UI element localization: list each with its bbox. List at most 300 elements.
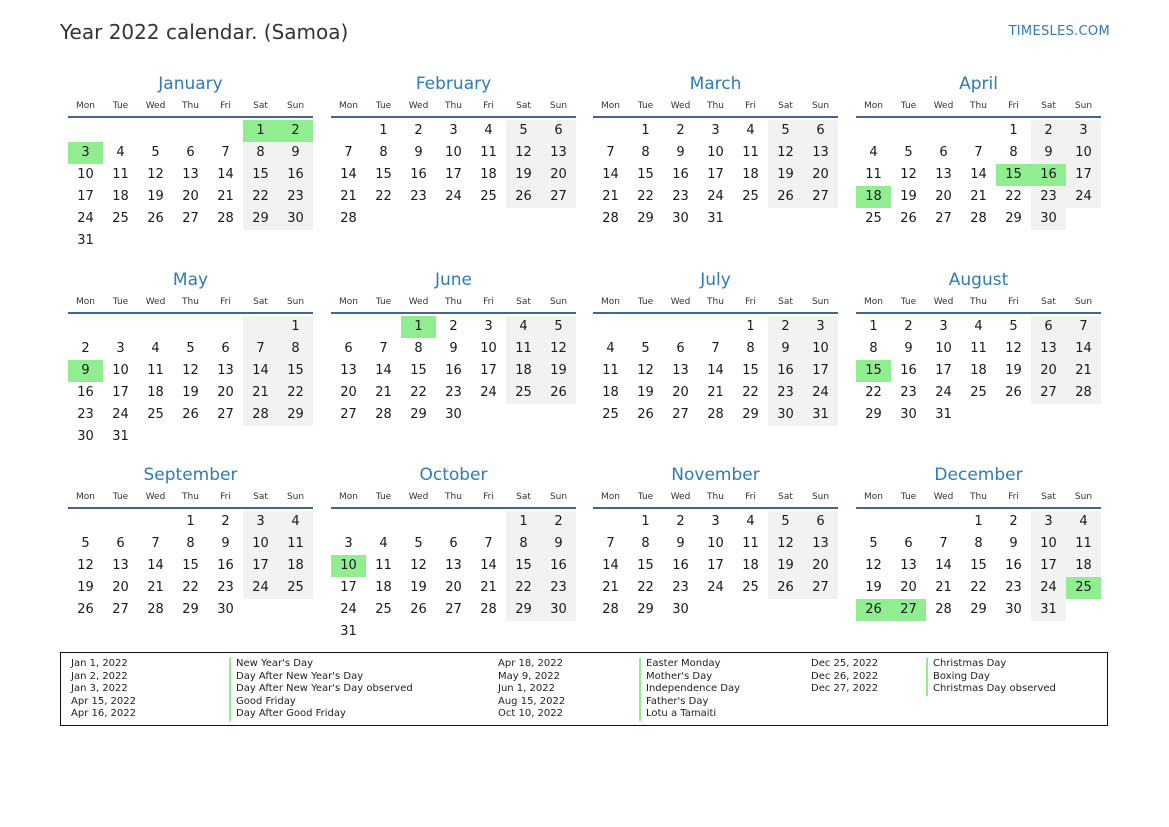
day-cell[interactable]: 20 — [340, 385, 357, 400]
day-cell[interactable]: 22 — [637, 189, 654, 204]
holiday-day-cell[interactable]: 26 — [856, 599, 891, 621]
day-cell[interactable]: 30 — [77, 429, 94, 444]
day-cell[interactable]: 27 — [445, 602, 462, 617]
day-cell[interactable]: 8 — [414, 341, 423, 356]
day-cell[interactable]: 28 — [340, 211, 357, 226]
day-cell[interactable]: 1 — [974, 514, 983, 529]
day-cell[interactable]: 2 — [904, 319, 913, 334]
day-cell[interactable]: 30 — [217, 602, 234, 617]
day-cell[interactable]: 9 — [541, 533, 576, 555]
day-cell[interactable]: 9 — [1009, 536, 1018, 551]
day-cell[interactable]: 3 — [711, 123, 720, 138]
day-cell[interactable]: 9 — [676, 536, 685, 551]
day-cell[interactable]: 12 — [506, 142, 541, 164]
day-cell[interactable]: 21 — [970, 189, 987, 204]
day-cell[interactable]: 10 — [112, 363, 129, 378]
day-cell[interactable]: 23 — [541, 577, 576, 599]
day-cell[interactable]: 16 — [900, 363, 917, 378]
day-cell[interactable]: 6 — [116, 536, 125, 551]
day-cell[interactable]: 31 — [112, 429, 129, 444]
day-cell[interactable]: 27 — [217, 407, 234, 422]
day-cell[interactable]: 17 — [707, 558, 724, 573]
day-cell[interactable]: 24 — [1031, 577, 1066, 599]
day-cell[interactable]: 30 — [1031, 208, 1066, 230]
day-cell[interactable]: 20 — [803, 555, 838, 577]
day-cell[interactable]: 3 — [344, 536, 353, 551]
day-cell[interactable]: 1 — [641, 514, 650, 529]
day-cell[interactable]: 16 — [278, 164, 313, 186]
day-cell[interactable]: 10 — [803, 338, 838, 360]
day-cell[interactable]: 22 — [742, 385, 759, 400]
day-cell[interactable]: 5 — [869, 536, 878, 551]
day-cell[interactable]: 24 — [112, 407, 129, 422]
day-cell[interactable]: 17 — [1066, 164, 1101, 186]
day-cell[interactable]: 4 — [746, 123, 755, 138]
day-cell[interactable]: 18 — [742, 558, 759, 573]
day-cell[interactable]: 13 — [217, 363, 234, 378]
day-cell[interactable]: 3 — [484, 319, 493, 334]
day-cell[interactable]: 14 — [935, 558, 952, 573]
day-cell[interactable]: 27 — [803, 186, 838, 208]
day-cell[interactable]: 28 — [602, 602, 619, 617]
day-cell[interactable]: 1 — [506, 511, 541, 533]
day-cell[interactable]: 7 — [151, 536, 160, 551]
day-cell[interactable]: 5 — [904, 145, 913, 160]
day-cell[interactable]: 6 — [1031, 316, 1066, 338]
day-cell[interactable]: 11 — [865, 167, 882, 182]
day-cell[interactable]: 21 — [1066, 360, 1101, 382]
day-cell[interactable]: 6 — [803, 511, 838, 533]
day-cell[interactable]: 14 — [375, 363, 392, 378]
day-cell[interactable]: 9 — [676, 145, 685, 160]
day-cell[interactable]: 8 — [974, 536, 983, 551]
day-cell[interactable]: 4 — [116, 145, 125, 160]
day-cell[interactable]: 15 — [506, 555, 541, 577]
day-cell[interactable]: 9 — [1031, 142, 1066, 164]
day-cell[interactable]: 5 — [506, 120, 541, 142]
day-cell[interactable]: 11 — [970, 341, 987, 356]
day-cell[interactable]: 16 — [768, 360, 803, 382]
day-cell[interactable]: 30 — [768, 404, 803, 426]
day-cell[interactable]: 13 — [935, 167, 952, 182]
day-cell[interactable]: 27 — [112, 602, 129, 617]
day-cell[interactable]: 5 — [186, 341, 195, 356]
day-cell[interactable]: 26 — [410, 602, 427, 617]
day-cell[interactable]: 29 — [970, 602, 987, 617]
day-cell[interactable]: 25 — [375, 602, 392, 617]
day-cell[interactable]: 23 — [672, 580, 689, 595]
day-cell[interactable]: 23 — [900, 385, 917, 400]
day-cell[interactable]: 31 — [803, 404, 838, 426]
day-cell[interactable]: 16 — [217, 558, 234, 573]
day-cell[interactable]: 29 — [1005, 211, 1022, 226]
day-cell[interactable]: 20 — [112, 580, 129, 595]
day-cell[interactable]: 28 — [602, 211, 619, 226]
day-cell[interactable]: 17 — [803, 360, 838, 382]
day-cell[interactable]: 25 — [147, 407, 164, 422]
day-cell[interactable]: 13 — [541, 142, 576, 164]
day-cell[interactable]: 2 — [449, 319, 458, 334]
day-cell[interactable]: 3 — [243, 511, 278, 533]
day-cell[interactable]: 13 — [803, 142, 838, 164]
day-cell[interactable]: 30 — [445, 407, 462, 422]
day-cell[interactable]: 29 — [637, 602, 654, 617]
day-cell[interactable]: 24 — [935, 385, 952, 400]
day-cell[interactable]: 21 — [217, 189, 234, 204]
day-cell[interactable]: 28 — [217, 211, 234, 226]
day-cell[interactable]: 15 — [970, 558, 987, 573]
day-cell[interactable]: 31 — [77, 233, 94, 248]
day-cell[interactable]: 21 — [147, 580, 164, 595]
day-cell[interactable]: 14 — [707, 363, 724, 378]
day-cell[interactable]: 19 — [410, 580, 427, 595]
day-cell[interactable]: 7 — [606, 145, 615, 160]
day-cell[interactable]: 15 — [742, 363, 759, 378]
day-cell[interactable]: 29 — [410, 407, 427, 422]
day-cell[interactable]: 6 — [803, 120, 838, 142]
day-cell[interactable]: 15 — [182, 558, 199, 573]
day-cell[interactable]: 11 — [602, 363, 619, 378]
day-cell[interactable]: 4 — [506, 316, 541, 338]
day-cell[interactable]: 20 — [217, 385, 234, 400]
day-cell[interactable]: 4 — [379, 536, 388, 551]
day-cell[interactable]: 10 — [935, 341, 952, 356]
day-cell[interactable]: 6 — [939, 145, 948, 160]
day-cell[interactable]: 22 — [410, 385, 427, 400]
day-cell[interactable]: 22 — [278, 382, 313, 404]
holiday-day-cell[interactable]: 18 — [856, 186, 891, 208]
day-cell[interactable]: 17 — [1031, 555, 1066, 577]
day-cell[interactable]: 13 — [1031, 338, 1066, 360]
day-cell[interactable]: 23 — [278, 186, 313, 208]
day-cell[interactable]: 10 — [243, 533, 278, 555]
day-cell[interactable]: 26 — [77, 602, 94, 617]
day-cell[interactable]: 19 — [900, 189, 917, 204]
day-cell[interactable]: 18 — [480, 167, 497, 182]
day-cell[interactable]: 11 — [375, 558, 392, 573]
day-cell[interactable]: 3 — [1031, 511, 1066, 533]
day-cell[interactable]: 26 — [506, 186, 541, 208]
day-cell[interactable]: 15 — [410, 363, 427, 378]
day-cell[interactable]: 12 — [410, 558, 427, 573]
day-cell[interactable]: 2 — [676, 123, 685, 138]
day-cell[interactable]: 4 — [974, 319, 983, 334]
day-cell[interactable]: 19 — [506, 164, 541, 186]
day-cell[interactable]: 18 — [506, 360, 541, 382]
day-cell[interactable]: 26 — [768, 186, 803, 208]
day-cell[interactable]: 21 — [935, 580, 952, 595]
day-cell[interactable]: 18 — [375, 580, 392, 595]
day-cell[interactable]: 5 — [1009, 319, 1018, 334]
day-cell[interactable]: 29 — [243, 208, 278, 230]
day-cell[interactable]: 5 — [151, 145, 160, 160]
day-cell[interactable]: 10 — [77, 167, 94, 182]
day-cell[interactable]: 11 — [742, 145, 759, 160]
day-cell[interactable]: 11 — [1066, 533, 1101, 555]
day-cell[interactable]: 28 — [243, 404, 278, 426]
day-cell[interactable]: 26 — [637, 407, 654, 422]
day-cell[interactable]: 31 — [935, 407, 952, 422]
day-cell[interactable]: 19 — [637, 385, 654, 400]
day-cell[interactable]: 14 — [147, 558, 164, 573]
day-cell[interactable]: 12 — [541, 338, 576, 360]
day-cell[interactable]: 13 — [112, 558, 129, 573]
day-cell[interactable]: 19 — [147, 189, 164, 204]
day-cell[interactable]: 25 — [865, 211, 882, 226]
day-cell[interactable]: 3 — [939, 319, 948, 334]
day-cell[interactable]: 17 — [77, 189, 94, 204]
day-cell[interactable]: 20 — [935, 189, 952, 204]
day-cell[interactable]: 27 — [1031, 382, 1066, 404]
day-cell[interactable]: 19 — [865, 580, 882, 595]
day-cell[interactable]: 12 — [900, 167, 917, 182]
day-cell[interactable]: 8 — [379, 145, 388, 160]
day-cell[interactable]: 2 — [81, 341, 90, 356]
day-cell[interactable]: 18 — [112, 189, 129, 204]
day-cell[interactable]: 22 — [243, 186, 278, 208]
day-cell[interactable]: 12 — [768, 142, 803, 164]
day-cell[interactable]: 23 — [1005, 580, 1022, 595]
day-cell[interactable]: 8 — [243, 142, 278, 164]
day-cell[interactable]: 8 — [278, 338, 313, 360]
day-cell[interactable]: 8 — [641, 536, 650, 551]
day-cell[interactable]: 16 — [672, 558, 689, 573]
day-cell[interactable]: 17 — [112, 385, 129, 400]
day-cell[interactable]: 12 — [77, 558, 94, 573]
day-cell[interactable]: 27 — [340, 407, 357, 422]
holiday-day-cell[interactable]: 25 — [1066, 577, 1101, 599]
day-cell[interactable]: 13 — [900, 558, 917, 573]
day-cell[interactable]: 26 — [147, 211, 164, 226]
day-cell[interactable]: 29 — [865, 407, 882, 422]
day-cell[interactable]: 5 — [414, 536, 423, 551]
day-cell[interactable]: 10 — [1066, 142, 1101, 164]
day-cell[interactable]: 17 — [707, 167, 724, 182]
day-cell[interactable]: 10 — [707, 145, 724, 160]
day-cell[interactable]: 18 — [278, 555, 313, 577]
day-cell[interactable]: 11 — [147, 363, 164, 378]
day-cell[interactable]: 11 — [112, 167, 129, 182]
day-cell[interactable]: 29 — [278, 404, 313, 426]
day-cell[interactable]: 2 — [1009, 514, 1018, 529]
day-cell[interactable]: 7 — [1066, 316, 1101, 338]
day-cell[interactable]: 23 — [768, 382, 803, 404]
day-cell[interactable]: 6 — [676, 341, 685, 356]
day-cell[interactable]: 19 — [1005, 363, 1022, 378]
day-cell[interactable]: 24 — [480, 385, 497, 400]
day-cell[interactable]: 19 — [182, 385, 199, 400]
day-cell[interactable]: 10 — [1031, 533, 1066, 555]
day-cell[interactable]: 28 — [147, 602, 164, 617]
day-cell[interactable]: 9 — [449, 341, 458, 356]
day-cell[interactable]: 30 — [672, 602, 689, 617]
day-cell[interactable]: 22 — [182, 580, 199, 595]
day-cell[interactable]: 23 — [672, 189, 689, 204]
day-cell[interactable]: 21 — [602, 580, 619, 595]
day-cell[interactable]: 22 — [375, 189, 392, 204]
brand-link[interactable]: TIMESLES.COM — [1008, 24, 1110, 39]
day-cell[interactable]: 20 — [803, 164, 838, 186]
day-cell[interactable]: 8 — [186, 536, 195, 551]
day-cell[interactable]: 31 — [707, 211, 724, 226]
day-cell[interactable]: 1 — [379, 123, 388, 138]
day-cell[interactable]: 5 — [641, 341, 650, 356]
day-cell[interactable]: 12 — [865, 558, 882, 573]
day-cell[interactable]: 10 — [707, 536, 724, 551]
day-cell[interactable]: 31 — [340, 624, 357, 639]
day-cell[interactable]: 28 — [480, 602, 497, 617]
holiday-day-cell[interactable]: 16 — [1031, 164, 1066, 186]
day-cell[interactable]: 25 — [480, 189, 497, 204]
day-cell[interactable]: 20 — [1031, 360, 1066, 382]
day-cell[interactable]: 14 — [1066, 338, 1101, 360]
day-cell[interactable]: 17 — [340, 580, 357, 595]
day-cell[interactable]: 23 — [1031, 186, 1066, 208]
holiday-day-cell[interactable]: 10 — [331, 555, 366, 577]
day-cell[interactable]: 7 — [484, 536, 493, 551]
day-cell[interactable]: 26 — [1005, 385, 1022, 400]
day-cell[interactable]: 23 — [445, 385, 462, 400]
day-cell[interactable]: 13 — [182, 167, 199, 182]
holiday-day-cell[interactable]: 1 — [401, 316, 436, 338]
day-cell[interactable]: 24 — [1066, 186, 1101, 208]
holiday-day-cell[interactable]: 15 — [856, 360, 891, 382]
day-cell[interactable]: 3 — [1066, 120, 1101, 142]
day-cell[interactable]: 28 — [707, 407, 724, 422]
day-cell[interactable]: 18 — [147, 385, 164, 400]
day-cell[interactable]: 28 — [970, 211, 987, 226]
day-cell[interactable]: 3 — [449, 123, 458, 138]
day-cell[interactable]: 16 — [445, 363, 462, 378]
day-cell[interactable]: 2 — [414, 123, 423, 138]
day-cell[interactable]: 29 — [637, 211, 654, 226]
day-cell[interactable]: 25 — [278, 577, 313, 599]
day-cell[interactable]: 26 — [900, 211, 917, 226]
day-cell[interactable]: 12 — [768, 533, 803, 555]
day-cell[interactable]: 9 — [768, 338, 803, 360]
day-cell[interactable]: 11 — [480, 145, 497, 160]
day-cell[interactable]: 12 — [147, 167, 164, 182]
holiday-day-cell[interactable]: 15 — [996, 164, 1031, 186]
day-cell[interactable]: 14 — [970, 167, 987, 182]
day-cell[interactable]: 1 — [278, 316, 313, 338]
day-cell[interactable]: 10 — [445, 145, 462, 160]
day-cell[interactable]: 13 — [445, 558, 462, 573]
day-cell[interactable]: 30 — [1005, 602, 1022, 617]
day-cell[interactable]: 11 — [506, 338, 541, 360]
day-cell[interactable]: 25 — [742, 580, 759, 595]
day-cell[interactable]: 19 — [768, 555, 803, 577]
day-cell[interactable]: 7 — [606, 536, 615, 551]
day-cell[interactable]: 12 — [637, 363, 654, 378]
day-cell[interactable]: 18 — [970, 363, 987, 378]
day-cell[interactable]: 2 — [676, 514, 685, 529]
day-cell[interactable]: 21 — [375, 385, 392, 400]
day-cell[interactable]: 30 — [541, 599, 576, 621]
day-cell[interactable]: 25 — [970, 385, 987, 400]
holiday-day-cell[interactable]: 3 — [68, 142, 103, 164]
day-cell[interactable]: 30 — [900, 407, 917, 422]
day-cell[interactable]: 4 — [606, 341, 615, 356]
day-cell[interactable]: 8 — [506, 533, 541, 555]
day-cell[interactable]: 18 — [742, 167, 759, 182]
day-cell[interactable]: 8 — [641, 145, 650, 160]
day-cell[interactable]: 2 — [1031, 120, 1066, 142]
day-cell[interactable]: 21 — [243, 382, 278, 404]
day-cell[interactable]: 28 — [1066, 382, 1101, 404]
day-cell[interactable]: 20 — [541, 164, 576, 186]
day-cell[interactable]: 27 — [541, 186, 576, 208]
day-cell[interactable]: 4 — [869, 145, 878, 160]
day-cell[interactable]: 17 — [243, 555, 278, 577]
day-cell[interactable]: 25 — [506, 382, 541, 404]
day-cell[interactable]: 3 — [116, 341, 125, 356]
day-cell[interactable]: 22 — [865, 385, 882, 400]
day-cell[interactable]: 7 — [974, 145, 983, 160]
day-cell[interactable]: 24 — [803, 382, 838, 404]
day-cell[interactable]: 7 — [711, 341, 720, 356]
day-cell[interactable]: 15 — [637, 167, 654, 182]
day-cell[interactable]: 4 — [746, 514, 755, 529]
day-cell[interactable]: 27 — [935, 211, 952, 226]
day-cell[interactable]: 9 — [414, 145, 423, 160]
day-cell[interactable]: 29 — [742, 407, 759, 422]
day-cell[interactable]: 26 — [768, 577, 803, 599]
day-cell[interactable]: 15 — [278, 360, 313, 382]
day-cell[interactable]: 22 — [1005, 189, 1022, 204]
day-cell[interactable]: 24 — [445, 189, 462, 204]
day-cell[interactable]: 30 — [278, 208, 313, 230]
holiday-day-cell[interactable]: 1 — [243, 120, 278, 142]
day-cell[interactable]: 1 — [869, 319, 878, 334]
day-cell[interactable]: 9 — [278, 142, 313, 164]
day-cell[interactable]: 24 — [340, 602, 357, 617]
day-cell[interactable]: 5 — [768, 120, 803, 142]
day-cell[interactable]: 7 — [243, 338, 278, 360]
day-cell[interactable]: 2 — [768, 316, 803, 338]
holiday-day-cell[interactable]: 9 — [68, 360, 103, 382]
day-cell[interactable]: 28 — [935, 602, 952, 617]
holiday-day-cell[interactable]: 27 — [891, 599, 926, 621]
day-cell[interactable]: 19 — [77, 580, 94, 595]
day-cell[interactable]: 20 — [672, 385, 689, 400]
day-cell[interactable]: 28 — [375, 407, 392, 422]
day-cell[interactable]: 30 — [672, 211, 689, 226]
day-cell[interactable]: 13 — [803, 533, 838, 555]
day-cell[interactable]: 14 — [217, 167, 234, 182]
day-cell[interactable]: 29 — [506, 599, 541, 621]
day-cell[interactable]: 15 — [637, 558, 654, 573]
day-cell[interactable]: 22 — [637, 580, 654, 595]
day-cell[interactable]: 7 — [344, 145, 353, 160]
day-cell[interactable]: 4 — [278, 511, 313, 533]
day-cell[interactable]: 3 — [711, 514, 720, 529]
day-cell[interactable]: 14 — [340, 167, 357, 182]
day-cell[interactable]: 9 — [904, 341, 913, 356]
day-cell[interactable]: 2 — [541, 511, 576, 533]
day-cell[interactable]: 6 — [221, 341, 230, 356]
day-cell[interactable]: 24 — [707, 189, 724, 204]
day-cell[interactable]: 17 — [935, 363, 952, 378]
day-cell[interactable]: 8 — [1009, 145, 1018, 160]
day-cell[interactable]: 25 — [112, 211, 129, 226]
day-cell[interactable]: 14 — [602, 558, 619, 573]
day-cell[interactable]: 7 — [939, 536, 948, 551]
day-cell[interactable]: 6 — [186, 145, 195, 160]
day-cell[interactable]: 5 — [541, 316, 576, 338]
day-cell[interactable]: 8 — [869, 341, 878, 356]
day-cell[interactable]: 4 — [484, 123, 493, 138]
